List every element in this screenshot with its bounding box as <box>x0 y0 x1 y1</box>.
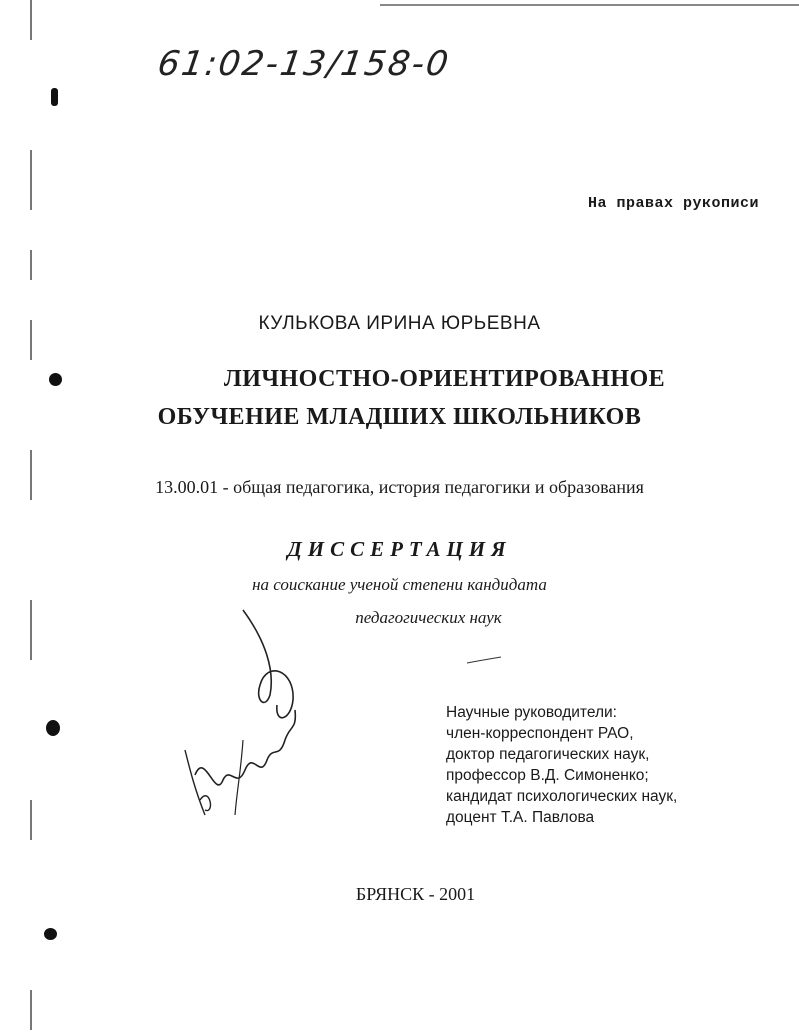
advisors-block <box>446 702 677 828</box>
punch-hole-mark <box>46 720 60 736</box>
advisors-line: доцент Т.А. Павлова <box>446 809 595 826</box>
advisors-line: член-корреспондент РАО, <box>446 725 634 742</box>
author-name: КУЛЬКОВА ИРИНА ЮРЬЕВНА <box>258 313 541 334</box>
scan-edge-line <box>30 250 32 280</box>
specialty-code: 13.00.01 - общая педагогика, история педагогики и образования <box>155 477 644 497</box>
city-year: БРЯНСК - 2001 <box>355 884 476 904</box>
advisors-line: кандидат психологических наук, <box>446 788 678 805</box>
scan-edge-line <box>30 150 32 210</box>
rights-note: На правах рукописи <box>587 195 759 212</box>
advisors-line: доктор педагогических наук, <box>446 746 650 763</box>
title-line-2: ОБУЧЕНИЕ МЛАДШИХ ШКОЛЬНИКОВ <box>157 404 642 430</box>
pen-mark <box>465 655 505 667</box>
scan-edge-line <box>30 800 32 840</box>
degree-line-2: педагогических наук <box>355 608 502 627</box>
degree-line-1: на соискание ученой степени кандидата <box>252 575 547 594</box>
punch-hole-mark <box>51 88 58 106</box>
advisors-line: Научные руководители: <box>446 704 617 721</box>
punch-hole-mark <box>44 928 57 940</box>
library-stamp-number: 61:02-13/158-0 <box>155 44 453 84</box>
advisors-line: профессор В.Д. Симоненко; <box>446 767 649 784</box>
scan-top-line <box>380 4 799 6</box>
scan-edge-line <box>30 990 32 1030</box>
title-line-1: ЛИЧНОСТНО-ОРИЕНТИРОВАННОЕ <box>223 366 666 392</box>
document-type: ДИССЕРТАЦИЯ <box>287 537 512 561</box>
handwritten-signature <box>175 600 325 830</box>
scan-edge-line <box>30 0 32 40</box>
